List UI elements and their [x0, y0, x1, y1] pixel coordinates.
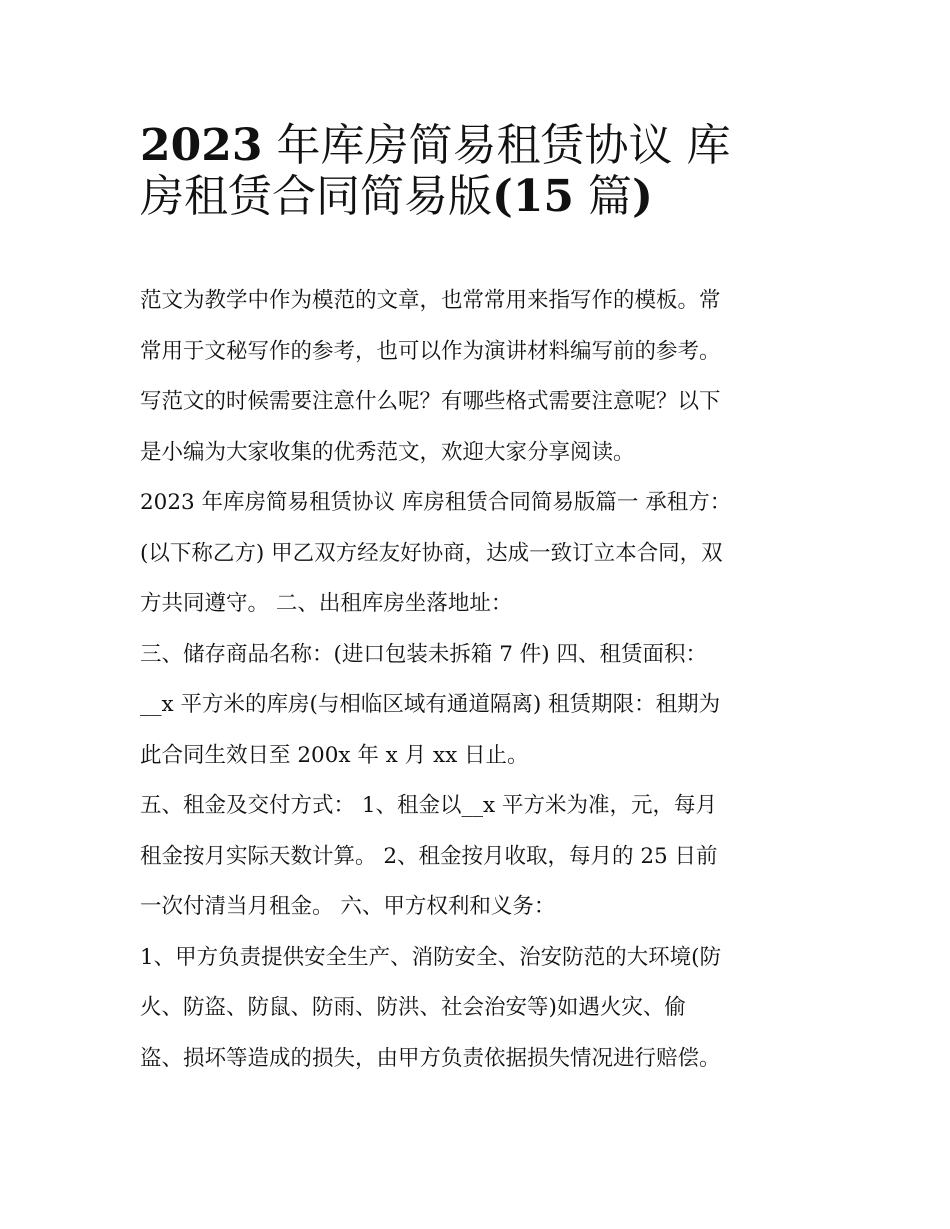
- text-line: 方共同遵守。 二、出租库房坐落地址：: [140, 591, 513, 616]
- text-line: 此合同生效日至 200x 年 x 月 xx 日止。: [140, 742, 529, 768]
- title-line-2: 房租赁合同简易版(15 篇): [140, 170, 653, 222]
- paragraph-rent-payment: [140, 781, 820, 933]
- text-line: 写范文的时候需要注意什么呢？有哪些格式需要注意呢？以下: [140, 389, 721, 414]
- text-line: (以下称乙方) 甲乙双方经友好协商，达成一致订立本合同，双: [140, 540, 723, 566]
- paragraph-goods-and-area: [140, 630, 820, 782]
- text-line: 是小编为大家收集的优秀范文，欢迎大家分享阅读。: [140, 439, 635, 465]
- text-line: 2023 年库房简易租赁协议 库房租赁合同简易版篇一 承租方：: [140, 490, 732, 515]
- text-line: 1、甲方负责提供安全生产、消防安全、治安防范的大环境(防: [140, 944, 722, 970]
- document-body: [140, 276, 820, 1084]
- text-line: __x 平方米的库房(与相临区域有通道隔离) 租赁期限：租期为: [140, 692, 721, 717]
- document-title: [140, 108, 820, 222]
- text-line: 五、租金及交付方式： 1、租金以__x 平方米为准，元，每月: [140, 793, 717, 818]
- text-line: 范文为教学中作为模范的文章，也常常用来指写作的模板。常: [140, 288, 721, 313]
- text-line: 租金按月实际天数计算。 2、租金按月收取，每月的 25 日前: [140, 843, 718, 869]
- text-line: 常用于文秘写作的参考，也可以作为演讲材料编写前的参考。: [140, 338, 721, 364]
- text-line: 火、防盗、防鼠、防雨、防洪、社会治安等)如遇火灾、偷: [140, 995, 686, 1020]
- paragraph-party-a-duties: [140, 933, 820, 1085]
- text-line: 一次付清当月租金。 六、甲方权利和义务：: [140, 894, 556, 919]
- title-line-1: 2023 年库房简易租赁协议 库: [140, 120, 731, 171]
- paragraph-contract-opening: [140, 478, 820, 630]
- text-line: 盗、损坏等造成的损失，由甲方负责依据损失情况进行赔偿。: [140, 1045, 721, 1071]
- text-line: 三、储存商品名称：(进口包装未拆箱 7 件) 四、租赁面积：: [140, 641, 707, 667]
- paragraph-intro: [140, 276, 820, 478]
